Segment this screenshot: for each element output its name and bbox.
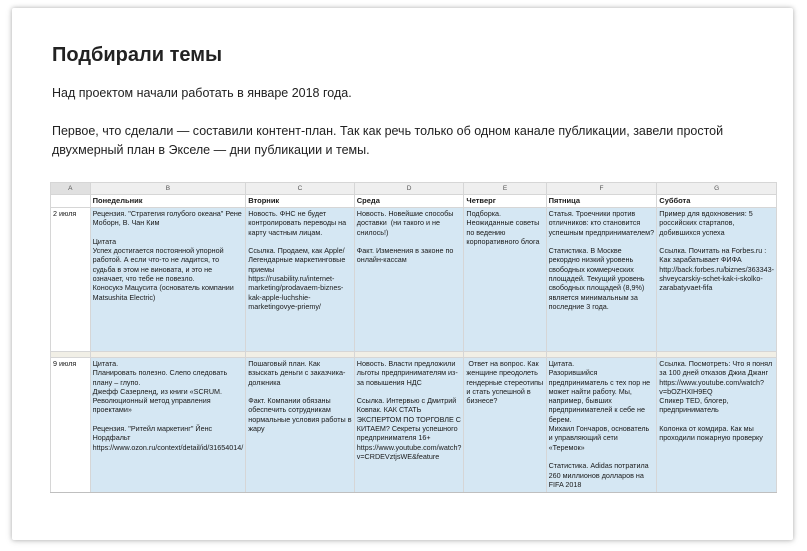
content-cell: Цитата. Разорившийся предприниматель с тех пор не может найти работу. Мы, например, бывших предпринимателей к себе не берем. Михаил Гончаров, основатель и управляющий сети «Теремок» Статистика. Adidas потратила 260 миллионов долларов на FIFA 2018 xyxy=(546,358,657,494)
column-letter: G xyxy=(657,183,777,195)
date-cell: 2 июля xyxy=(51,208,91,352)
week-row xyxy=(51,358,777,494)
column-letter: C xyxy=(246,183,355,195)
content-cell: Новость. Власти предложили льготы предпринимателям из-за повышения НДС Ссылка. Интервью с Дмитрий Ковпак. КАК СТАТЬ ЭКСПЕРТОМ ПО ТОРГОВЛЕ С КИТАЕМ? Секреты успешного предпринимателя 16+ https://www.youtube.com/watch?v=CRDEVztjsWE&feature xyxy=(354,358,464,494)
content-cell: Новость. Новейшие способы доставки (ни такого и не снилось!) Факт. Изменения в законе по онлайн-кассам xyxy=(354,208,464,352)
content-cell: Цитата. Планировать полезно. Слепо следовать плану – глупо. Джефф Сазерленд, из книги «SCRUM. Революционный метод управления проектами» Рецензия. "Ритейл маркетинг" Йенс Нордфальт https://www.ozon.ru/context/detail/id/31654014/ xyxy=(90,358,246,494)
weekday-header: Понедельник xyxy=(90,195,246,208)
week-row xyxy=(51,208,777,352)
column-letter-row xyxy=(51,183,777,195)
weekday-header-row xyxy=(51,195,777,208)
content-plan-spreadsheet xyxy=(50,182,777,493)
content-cell: Ссылка. Посмотреть: Что я понял за 100 дней отказов Джиа Джанг https://www.youtube.com/watch?v=bOZHXIH9EQ Спикер TED, блогер, предприниматель Колонка от комдира. Как мы проходили пожарную проверку xyxy=(657,358,777,494)
content-cell: Пример для вдохновения: 5 российских стартапов, добившихся успеха Ссылка. Почитать на Forbes.ru : Как зарабатывает ФИФА http://back.forbes.ru/biznes/363343-shveycarskiy-schet-kak-i-skolko-zarabatyvaet-fifa xyxy=(657,208,777,352)
weekday-header: Суббота xyxy=(657,195,777,208)
column-letter: A xyxy=(51,183,91,195)
content-cell: Рецензия. "Стратегия голубого океана" Рене Моборн, В. Чан Ким Цитата Успех достигается постоянной упорной работой. А если что-то не ладится, то судьба в этом не виновата, и это не означает, что тебе не повезло. Коносукэ Мацусита (основатель компании Matsushita Electric) xyxy=(90,208,246,352)
content-cell: Ответ на вопрос. Как женщине преодолеть гендерные стереотипы и стать успешной в бизнесе? xyxy=(464,358,546,494)
content-cell: Новость. ФНС не будет контролировать переводы на карту частным лицам. Ссылка. Продаем, как Apple/ Легендарные маркетинговые приемы https://rusability.ru/internet-marketing/prodavaem-biznes-kak-apple-luchshie-marketingovye-priemy/ xyxy=(246,208,355,352)
content-plan-table xyxy=(50,182,777,493)
column-letter: D xyxy=(354,183,464,195)
column-letter: B xyxy=(90,183,246,195)
date-cell: 9 июля xyxy=(51,358,91,494)
content-cell: Подборка. Неожиданные советы по ведению корпоративного блога xyxy=(464,208,546,352)
content-cell: Статья. Троечники против отличников: кто становится успешным предпринимателем? Статистика. В Москве рекордно низкий уровень свободных коммерческих площадей. Текущий уровень свободных площадей (8,9%) является минимальным за последние 3 года. xyxy=(546,208,657,352)
weekday-header xyxy=(51,195,91,208)
weekday-header: Пятница xyxy=(546,195,657,208)
column-letter: E xyxy=(464,183,546,195)
column-letter: F xyxy=(546,183,657,195)
weekday-header: Четверг xyxy=(464,195,546,208)
intro-paragraph: Над проектом начали работать в январе 2018 года. xyxy=(52,86,352,100)
content-cell: Пошаговый план. Как взыскать деньги с заказчика-должника Факт. Компании обязаны обеспечить сотрудникам нормальные условия работы в жару xyxy=(246,358,355,494)
plan-paragraph: Первое, что сделали — составили контент-план. Так как речь только об одном канале публикации, завели простой двухмерный план в Экселе — дни публикации и темы. xyxy=(52,124,724,157)
weekday-header: Вторник xyxy=(246,195,355,208)
page-title: Подбирали темы xyxy=(52,44,223,66)
weekday-header: Среда xyxy=(354,195,464,208)
